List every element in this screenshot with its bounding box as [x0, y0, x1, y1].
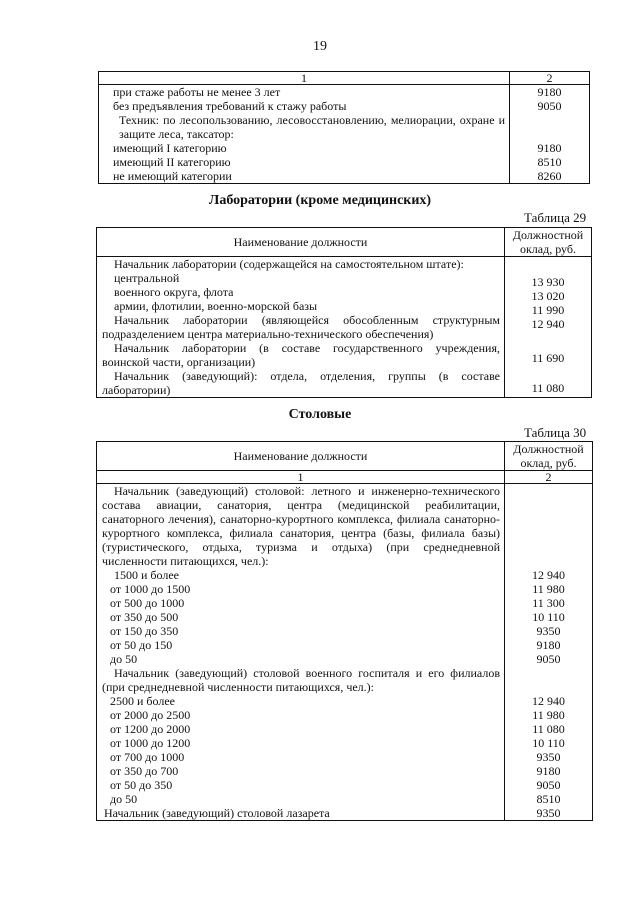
- row-value: 9050: [537, 99, 562, 113]
- column-number-2: 2: [505, 471, 593, 484]
- row-text: без предъявления требований к стажу работы: [113, 99, 347, 113]
- row-text: 1500 и более: [114, 568, 180, 582]
- row-text: имеющий II категорию: [113, 155, 231, 169]
- row-value: [514, 113, 585, 127]
- row-value: 9180: [537, 141, 562, 155]
- row-value: 9050: [536, 652, 561, 666]
- row-text: от 500 до 1000: [110, 596, 185, 610]
- row-text: центральной: [114, 271, 180, 285]
- row-value: 8510: [536, 792, 561, 806]
- row-value: 11 300: [532, 596, 565, 610]
- row-text: не имеющий категории: [113, 169, 232, 183]
- row-text: Начальник (заведующий) столовой лазарета: [104, 806, 330, 820]
- row-value: 9180: [536, 764, 561, 778]
- row-value: 8510: [537, 155, 562, 169]
- row-value: 12 940: [532, 568, 565, 582]
- table-header-row: [97, 442, 593, 471]
- row-text: Начальник (заведующий) столовой: летного и инженерно-технического состава авиации, санатория, центра (медицинской реабилитации, санаторного лечения), санаторно-курортного комплекса, филиала санаторно-курортного комплекса, филиала санатория, центра (базы, филиала базы) (туристического, отдыха, туризма и отдыха) (при среднедневной численности питающихся, чел.):: [102, 484, 500, 568]
- row-text: до 50: [110, 792, 138, 806]
- row-value: 9050: [536, 778, 561, 792]
- column-number-2: 2: [510, 72, 590, 85]
- header-position-name: Наименование должности: [97, 228, 505, 257]
- row-text: от 150 до 350: [110, 624, 179, 638]
- row-text: Начальник лаборатории (содержащейся на самостоятельном штате):: [114, 257, 464, 271]
- header-position-name: Наименование должности: [97, 442, 505, 471]
- section-title-labs: Лаборатории (кроме медицинских): [208, 193, 432, 208]
- row-value: 9350: [536, 750, 561, 764]
- column-number-1: 1: [99, 72, 510, 85]
- section-title-canteens: Столовые: [288, 407, 352, 422]
- row-value: 12 940: [531, 317, 565, 331]
- row-value: 11 080: [532, 722, 565, 736]
- row-value: 10 110: [532, 610, 565, 624]
- row-text: при стаже работы не менее 3 лет: [113, 85, 281, 99]
- table-label-30: Таблица 30: [524, 425, 587, 440]
- row-value: 11 990: [531, 303, 565, 317]
- row-value: 11 080: [531, 381, 565, 395]
- continuation-table: [98, 71, 590, 184]
- row-value: 11 980: [532, 582, 565, 596]
- column-number-1: 1: [97, 471, 505, 484]
- row-text: Техник: по лесопользованию, лесовосстановлению, мелиорации, охране и защите леса, таксатор:: [119, 113, 505, 141]
- page-number: 19: [313, 39, 327, 54]
- row-text: армии, флотилии, военно-морской базы: [114, 299, 318, 313]
- row-text: от 1000 до 1500: [110, 582, 191, 596]
- row-value: 9180: [536, 638, 561, 652]
- row-value: 11 690: [531, 351, 565, 365]
- table-label-29: Таблица 29: [524, 210, 587, 225]
- row-value: 9350: [536, 806, 561, 820]
- row-text: военного округа, флота: [114, 285, 234, 299]
- row-text: до 50: [110, 652, 138, 666]
- table-row: [99, 85, 590, 184]
- header-salary: Должностной оклад, руб.: [505, 228, 592, 257]
- table-header-row: [97, 228, 592, 257]
- row-text: от 2000 до 2500: [110, 708, 191, 722]
- row-text: от 50 до 150: [110, 638, 173, 652]
- row-value: 12 940: [532, 694, 565, 708]
- row-value: 13 020: [531, 289, 565, 303]
- table-row: [97, 484, 593, 821]
- row-text: 2500 и более: [110, 694, 176, 708]
- table-header-row: [99, 72, 590, 85]
- row-text: имеющий I категорию: [113, 141, 227, 155]
- row-value: 10 110: [532, 736, 565, 750]
- row-text: от 350 до 700: [110, 764, 179, 778]
- table-number-row: [97, 471, 593, 484]
- row-value: 9350: [536, 624, 561, 638]
- row-text: от 700 до 1000: [110, 750, 185, 764]
- row-value: 13 930: [531, 275, 565, 289]
- row-text: Начальник (заведующий) столовой военного госпиталя и его филиалов (при среднедневной численности питающихся, чел.):: [102, 666, 500, 694]
- row-text: Начальник (заведующий): отдела, отделения, группы (в составе лаборатории): [102, 369, 500, 397]
- row-text: от 1200 до 2000: [110, 722, 191, 736]
- header-salary: Должностной оклад, руб.: [505, 442, 593, 471]
- row-value: 11 980: [532, 708, 565, 722]
- canteens-table: [96, 441, 593, 821]
- row-value: 9180: [537, 85, 562, 99]
- row-value: 8260: [537, 169, 562, 183]
- labs-table: [96, 227, 592, 398]
- row-text: от 350 до 500: [110, 610, 179, 624]
- row-text: от 1000 до 1200: [110, 736, 191, 750]
- row-text: от 50 до 350: [110, 778, 173, 792]
- row-text: Начальник лаборатории (в составе государственного учреждения, воинской части, организации): [102, 341, 500, 369]
- table-row: [97, 257, 592, 398]
- row-text: Начальник лаборатории (являющейся обособленным структурным подразделением центра материально-технического обеспечения): [102, 313, 500, 341]
